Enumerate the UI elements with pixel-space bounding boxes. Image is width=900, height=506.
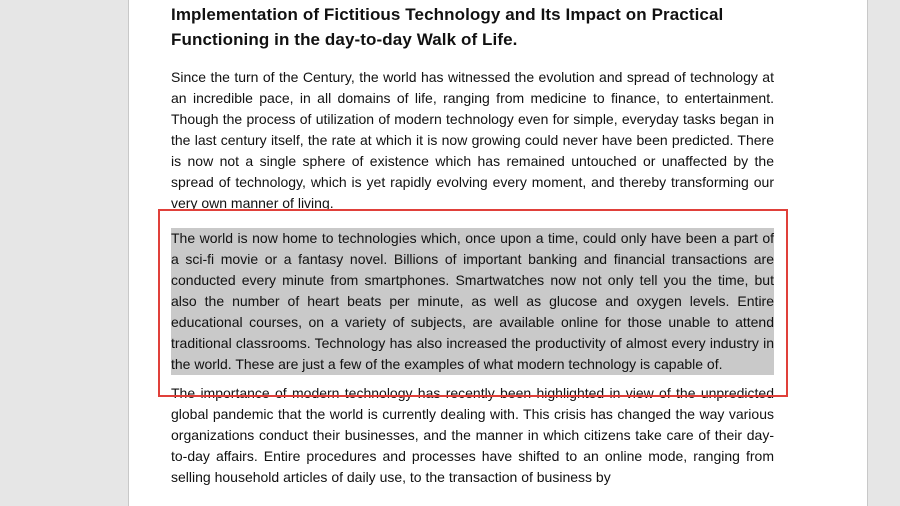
document-body[interactable] — [171, 2, 774, 488]
paragraph-2-selected[interactable]: The world is now home to technologies which, once upon a time, could only have been a part of a sci-fi movie or a fantasy novel. Billions of important banking and financial transactions are conducted every minute from smartphones. Smartwatches now not only tell you the time, but also the number of heart beats per minute, as well as glucose and oxygen levels. Entire educational courses, on a variety of subjects, are available online for those unable to attend traditional classrooms. Technology has also increased the productivity of almost every industry in the world. These are just a few of the examples of what modern technology is capable of. — [171, 228, 774, 375]
paragraph-3[interactable]: The importance of modern technology has recently been highlighted in view of the unpredicted global pandemic that the world is currently dealing with. This crisis has changed the way various organizations conduct their businesses, and the manner in which citizens take care of their day-to-day affairs. Entire procedures and processes have shifted to an online mode, ranging from selling household articles of daily use, to the transaction of business by — [171, 385, 774, 485]
paragraph-1[interactable]: Since the turn of the Century, the world has witnessed the evolution and spread of technology at an incredible pace, in all domains of life, ranging from medicine to finance, to entertainment. Though the process of utilization of modern technology even for simple, everyday tasks began in the last century itself, the rate at which it is now growing could never have been predicted. There is now not a single sphere of existence which has remained untouched or unaffected by the spread of technology, which is yet rapidly evolving every moment, and thereby transforming our very own manner of living. — [171, 69, 774, 211]
document-title[interactable]: Implementation of Fictitious Technology and Its Impact on Practical Functioning in the day-to-day Walk of Life. — [171, 5, 724, 49]
document-page[interactable] — [128, 0, 868, 506]
selected-paragraph-container[interactable] — [171, 228, 774, 375]
